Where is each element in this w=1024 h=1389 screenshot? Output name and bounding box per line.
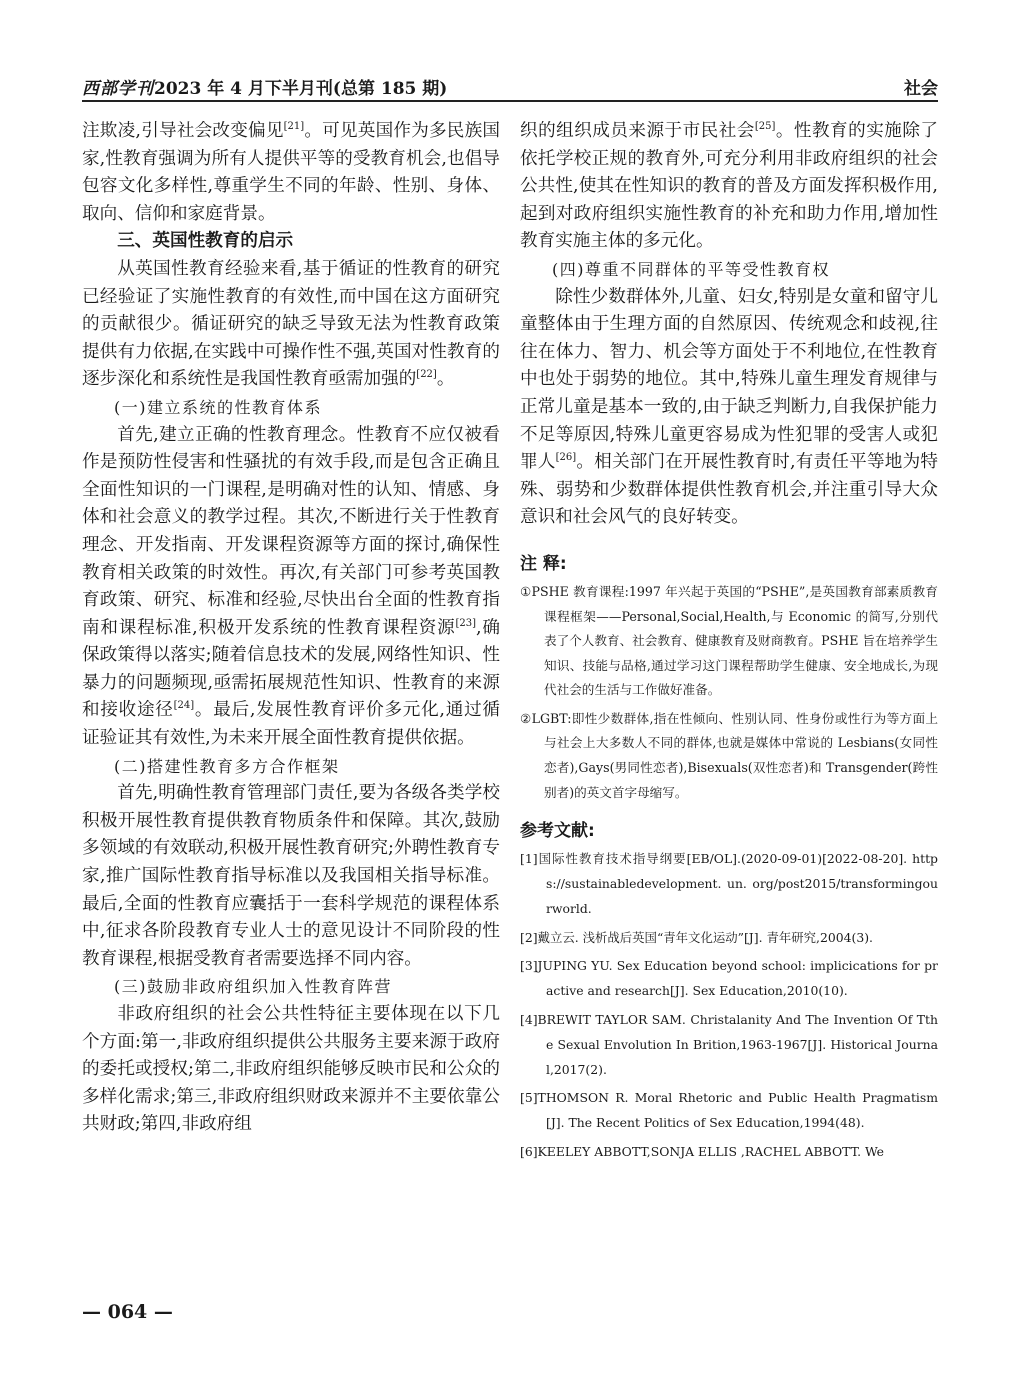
citation: [23] [455, 617, 477, 629]
left-column [82, 118, 500, 1139]
note-item: ①PSHE 教育课程:1997 年兴起于英国的“PSHE”,是英国教育部素质教育课程框架——Personal,Social,Health,与 Economic 的简写,分别代表了个人教育、社会教育、健康教育及财商教育。PSHE 旨在培养学生知识、技能与品格,通过学习这门课程帮助学生健康、安全地成长,为现代社会的生活与工作做好准备。 [520, 583, 938, 698]
journal-name: 西部学刊 [82, 79, 154, 99]
citation: [25] [754, 121, 776, 133]
paragraph: 非政府组织的社会公共性特征主要体现在以下几个方面:第一,非政府组织提供公共服务主要来源于政府的委托或授权;第二,非政府组织能够反映市民和公众的多样化需求;第三,非政府组织财政来源并不主要依靠公共财政;第四,非政府组 [82, 1004, 500, 1135]
page-header [82, 70, 938, 102]
subsection-heading: (二)搭建性教育多方合作框架 [114, 756, 340, 776]
citation: [24] [173, 700, 195, 712]
paragraph: 除性少数群体外,儿童、妇女,特别是女童和留守儿童整体由于生理方面的自然原因、传统观念和歧视,往往在体力、智力、机会等方面处于不利地位,在性教育中也处于弱势的地位。其中,特殊儿童生理发育规律与正常儿童是基本一致的,由于缺乏判断力,自我保护能力不足等原因,特殊儿童更容易成为性犯罪的受害人或犯罪人[26]。相关部门在开展性教育时,有责任平等地为特殊、弱势和少数群体提供性教育机会,并注重引导大众意识和社会风气的良好转变。 [520, 286, 938, 528]
subsection-heading: (一)建立系统的性教育体系 [114, 397, 322, 417]
journal-issue: 2023 年 4 月下半月刊(总第 185 期) [154, 79, 448, 99]
citation: [22] [416, 369, 437, 381]
reference-item: [5]THOMSON R. Moral Rhetoric and Public Health Pragmatism[J]. The Recent Politics of Sex Education,1994(48). [520, 1090, 938, 1131]
page-number: — 064 — [82, 1301, 173, 1323]
subsection-heading: (四)尊重不同群体的平等受性教育权 [552, 259, 830, 279]
reference-item: [3]JUPING YU. Sex Education beyond school: implicications for practive and research[J]. Sex Education,2010(10). [520, 958, 938, 999]
subsection-heading: (三)鼓励非政府组织加入性教育阵营 [114, 977, 392, 997]
paragraph: 织的组织成员来源于市民社会[25]。性教育的实施除了依托学校正规的教育外,可充分利用非政府组织的社会公共性,使其在性知识的教育的普及方面发挥积极作用,起到对政府组织实施性教育的补充和助力作用,增加性教育实施主体的多元化。 [520, 121, 938, 252]
citation: [21] [283, 121, 305, 133]
reference-item: [6]KEELEY ABBOTT,SONJA ELLIS ,RACHEL ABBOTT. We [520, 1144, 885, 1160]
reference-item: [2]戴立云. 浅析战后英国“青年文化运动”[J]. 青年研究,2004(3). [520, 929, 873, 945]
paragraph: 首先,明确性教育管理部门责任,要为各级各类学校积极开展性教育提供教育物质条件和保障。其次,鼓励多领域的有效联动,积极开展性教育研究;外聘性教育专家,推广国际性教育指导标准以及我国相关指导标准。最后,全面的性教育应囊括于一套科学规范的课程体系中,征求各阶段教育专业人士的意见设计不同阶段的性教育课程,根据受教育者需要选择不同内容。 [82, 783, 500, 969]
citation: [26] [555, 452, 577, 464]
section-name: 社会 [904, 79, 938, 99]
reference-item: [1]国际性教育技术指导纲要[EB/OL].(2020-09-01)[2022-08-20]. https://sustainabledevelopment. un. org/post2015/transformingourworld. [520, 851, 938, 916]
paragraph: 注欺凌,引导社会改变偏见[21]。可见英国作为多民族国家,性教育强调为所有人提供平等的受教育机会,也倡导包容文化多样性,尊重学生不同的年龄、性别、身体、取向、信仰和家庭背景。 [82, 121, 500, 224]
reference-item: [4]BREWIT TAYLOR SAM. Christalanity And The Invention Of Tthe Sexual Envolution In Brition,1963-1967[J]. Historical Journal,2017(2). [520, 1012, 938, 1077]
paragraph: 首先,建立正确的性教育理念。性教育不应仅被看作是预防性侵害和性骚扰的有效手段,而是包含正确且全面性知识的一门课程,是明确对性的认知、情感、身体和社会意义的教学过程。其次,不断进行关于性教育理念、开发指南、开发课程资源等方面的探讨,确保性教育相关政策的时效性。再次,有关部门可参考英国教育政策、研究、标准和经验,尽快出台全面的性教育指南和课程标准,积极开发系统的性教育课程资源[23],确保政策得以落实;随着信息技术的发展,网络性知识、性暴力的问题频现,亟需拓展规范性知识、性教育的来源和接收途径[24]。最后,发展性教育评价多元化,通过循证验证其有效性,为未来开展全面性教育提供依据。 [82, 424, 500, 749]
note-item: ②LGBT:即性少数群体,指在性倾向、性别认同、性身份或性行为等方面上与社会上大多数人不同的群体,也就是媒体中常说的 Lesbians(女同性恋者),Gays(男同性恋者),Bisexuals(双性恋者)和 Transgender(跨性别者)的英文首字母缩写。 [520, 710, 938, 800]
paragraph: 从英国性教育经验来看,基于循证的性教育的研究已经验证了实施性教育的有效性,而中国在这方面研究的贡献很少。循证研究的缺乏导致无法为性教育政策提供有力依据,在实践中可操作性不强,英国对性教育的逐步深化和系统性是我国性教育亟需加强的[22]。 [82, 258, 500, 390]
section-heading: 三、英国性教育的启示 [117, 231, 294, 252]
notes-heading: 注 释: [520, 553, 567, 574]
right-column [520, 118, 938, 1169]
references-heading: 参考文献: [520, 821, 595, 842]
